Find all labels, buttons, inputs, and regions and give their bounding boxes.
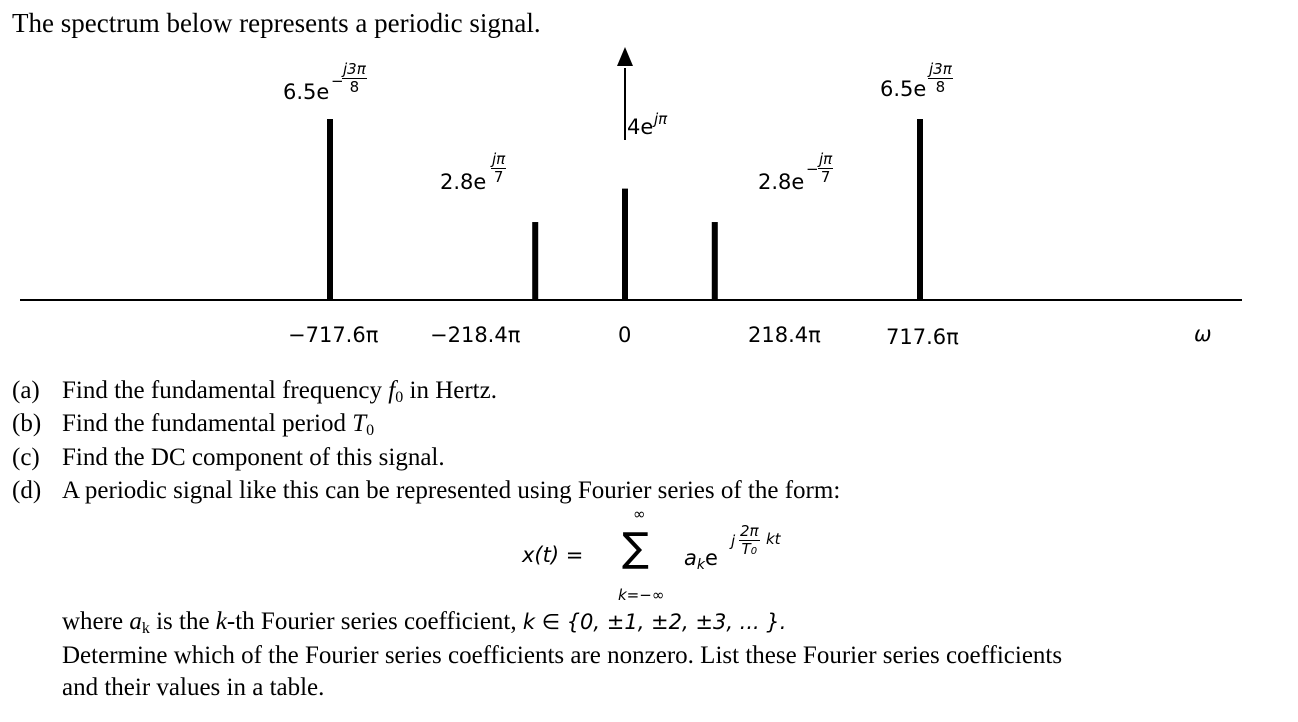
sum-upper-limit: ∞: [633, 505, 646, 523]
question-c: (c) Find the DC component of this signal.: [12, 444, 445, 471]
tick-label: 0: [618, 323, 632, 347]
amp-exponent-zero: jπ: [654, 110, 668, 128]
formula-term: ake: [684, 546, 718, 573]
sigma-icon: ∑: [622, 525, 649, 571]
spectrum-bar: [917, 119, 923, 300]
amp-label-neg1: 2.8e: [440, 170, 487, 194]
amp-exponent-pos2: $\frac{j3\pi}{8}$: [929, 60, 952, 96]
amp-label-pos2: 6.5e: [880, 77, 927, 101]
amp-sign-neg2: −: [331, 72, 344, 90]
question-b: (b) Find the fundamental period $T_0$: [12, 410, 375, 439]
tick-label: −717.6π: [288, 323, 379, 347]
tick-label: 717.6π: [886, 325, 959, 349]
intro-text: The spectrum below represents a periodic signal.: [12, 8, 541, 38]
where-line: where $a_k$ is the k-th Fourier series coefficient, k ∈ {0, ±1, ±2, ±3, ... }.: [62, 608, 787, 637]
amp-label-zero: 4e: [627, 115, 654, 139]
question-a: (a) Find the fundamental frequency $f_0$ in Hertz.: [12, 377, 497, 406]
axis-label-omega: ω: [1194, 322, 1212, 346]
amp-sign-pos1: −: [806, 160, 819, 178]
spectrum-bar: [712, 222, 718, 300]
determine-line-1: Determine which of the Fourier series coefficients are nonzero. List these Fourier series coefficients: [62, 642, 1063, 669]
amp-label-neg2: 6.5e: [283, 80, 330, 104]
spectrum-bar: [622, 189, 628, 300]
tick-label: −218.4π: [430, 323, 521, 347]
amp-exponent-neg1: $\frac{j\pi}{7}$: [492, 150, 506, 186]
formula-exp-fraction: $\frac{2\pi}{T0}$: [740, 522, 759, 558]
amp-exponent-neg2: $\frac{j3\pi}{8}$: [343, 60, 366, 96]
formula-exp-kt: kt: [766, 530, 781, 548]
determine-line-2: and their values in a table.: [62, 674, 325, 701]
spectrum-bar: [327, 119, 333, 300]
amp-exponent-pos1: $\frac{j\pi}{7}$: [819, 150, 833, 186]
tick-label: 218.4π: [748, 323, 821, 347]
sum-lower-limit: k=−∞: [618, 586, 665, 604]
formula-exp-j: j: [731, 532, 736, 550]
formula-lhs: x(t) =: [522, 543, 584, 567]
spectrum-bar: [532, 222, 538, 300]
amp-label-pos1: 2.8e: [758, 170, 805, 194]
question-d: (d) A periodic signal like this can be represented using Fourier series of the form:: [12, 477, 841, 504]
arrow-head-icon: [617, 47, 633, 66]
